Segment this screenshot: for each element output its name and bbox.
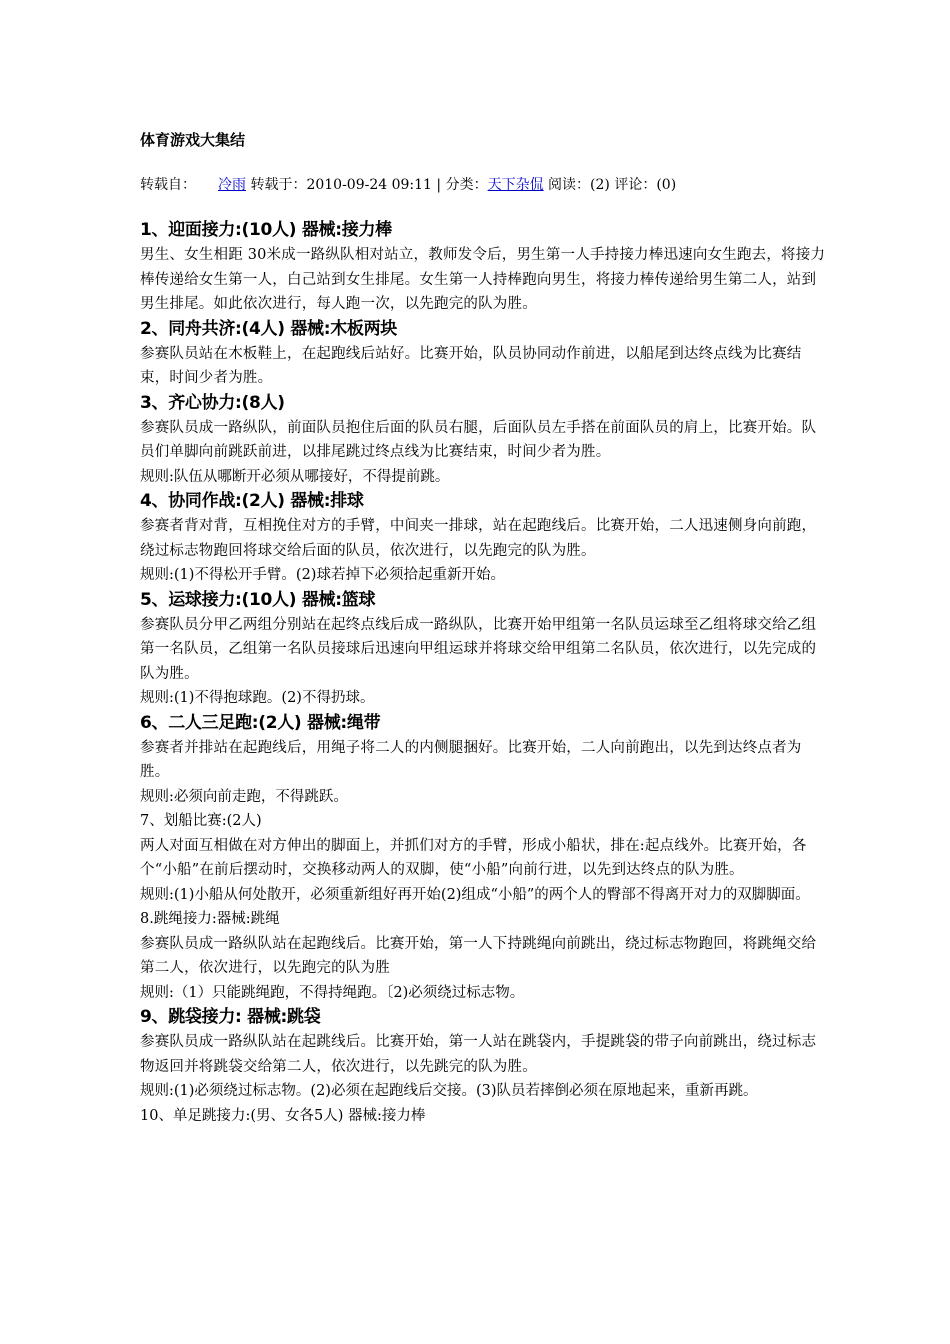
item-heading: 3、齐心协力:(8人) [140, 392, 285, 413]
item-rule: 规则:队伍从哪断开必须从哪接好，不得提前跳。 [140, 468, 450, 485]
item-rule: 规则:(1)不得松开手臂。(2)球若掉下必须拾起重新开始。 [140, 567, 505, 583]
item-heading: 8.跳绳接力:器械:跳绳 [140, 911, 280, 927]
item-heading: 7、划船比赛:(2人) [140, 813, 262, 829]
item-heading: 4、协同作战:(2人) 器械:排球 [140, 491, 364, 511]
item-1 [140, 218, 830, 317]
item-heading: 1、迎面接力:(10人) 器械:接力棒 [140, 220, 392, 240]
category-label: 分类： [445, 177, 488, 193]
item-heading: 2、同舟共济:(4人) 器械:木板两块 [140, 318, 398, 339]
item-description: 参赛队员成一路纵队，前面队员抱住后面的队员右腿，后面队员左手搭在前面队员的肩上，比赛开始。队员们单脚向前跳跃前进，以排尾跳过终点线为比赛结束，时间少者为胜。 [140, 419, 817, 460]
author-link[interactable]: 冷雨 [218, 177, 246, 193]
item-description: 参赛队员站在木板鞋上，在起跑线后站好。比赛开始，队员协同动作前进，以船尾到达终点线为比赛结束，时间少者为胜。 [140, 345, 802, 386]
category-link[interactable]: 天下杂侃 [487, 177, 544, 193]
item-description: 两人对面互相做在对方伸出的脚面上，并抓们对方的手臂，形成小船状，排在:起点线外。比赛开始，各个“小船”在前后摆动时，交换移动两人的双脚，使“小船”向前行进，以先到达终点的队为胜。 [140, 837, 807, 878]
item-heading: 9、跳袋接力: 器械:跳袋 [140, 1007, 321, 1027]
item-rule: 规则:必须向前走跑，不得跳跃。 [140, 788, 348, 805]
item-9 [140, 1005, 830, 1104]
item-heading: 10、单足跳接力:(男、女各5人) 器械:接力棒 [140, 1107, 426, 1124]
item-rule: 规则:（1）只能跳绳跑，不得持绳跑。〔2)必须绕过标志物。 [140, 984, 525, 1001]
item-description: 参赛者背对背，互相挽住对方的手臂，中间夹一排球，站在起跑线后。比赛开始，二人迅速侧身向前跑，绕过标志物跑回将球交给后面的队员，依次进行，以先跑完的队为胜。 [140, 518, 817, 559]
separator: | [436, 177, 442, 193]
item-7 [140, 809, 830, 907]
item-10 [140, 1104, 830, 1129]
meta-line [140, 174, 676, 194]
item-description: 男生、女生相距 30米成一路纵队相对站立，教师发令后，男生第一人手持接力棒迅速向女生跑去，将接力棒传递给女生第一人，白己站到女生排尾。女生第一人持棒跑向男生，将接力棒传递给男生第二人，站到男生排尾。如此依次进行，每人跑一次，以先跑完的队为胜。 [140, 247, 826, 312]
item-description: 参赛队员成一路纵队站在起跑线后。比赛开始，第一人下持跳绳向前跳出，绕过标志物跑回，将跳绳交给第二人，依次进行，以先跑完的队为胜 [140, 935, 817, 976]
from-label: 转载自： [140, 177, 196, 193]
item-description: 参赛队员成一路纵队站在起跳线后。比赛开始，第一人站在跳袋内，手提跳袋的带子向前跳出，绕过标志物返回并将跳袋交给第二人，依次进行，以先跳完的队为胜。 [140, 1034, 817, 1075]
date-label: 转载于：2010-09-24 09:11 [250, 177, 432, 193]
page-title: 体育游戏大集结 [140, 131, 246, 149]
read-comment-stats: 阅读：(2) 评论：(0) [548, 177, 677, 193]
item-rule: 规则:(1)必须绕过标志物。(2)必须在起跑线后交接。(3)队员若摔倒必须在原地起来，重新再跳。 [140, 1083, 758, 1099]
item-8 [140, 907, 830, 1005]
item-rule: 规则:(1)不得抱球跑。(2)不得扔球。 [140, 690, 375, 706]
item-heading: 6、二人三足跑:(2人) 器械:绳带 [140, 712, 381, 733]
item-rule: 规则:(1)小船从何处散开，必须重新组好再开始(2)组成“小船”的两个人的臀部不得离开对力的双脚脚面。 [140, 886, 810, 903]
item-description: 参赛者并排站在起跑线后，用绳子将二人的内侧腿捆好。比赛开始，二人向前跑出，以先到达终点者为胜。 [140, 739, 802, 780]
article-body [140, 218, 830, 1128]
item-5 [140, 588, 830, 711]
item-2 [140, 317, 830, 391]
item-3 [140, 391, 830, 490]
item-6 [140, 711, 830, 810]
item-description: 参赛队员分甲乙两组分别站在起终点线后成一路纵队，比赛开始甲组第一名队员运球至乙组将球交给乙组第一名队员，乙组第一名队员接球后迅速向甲组运球并将球交给甲组第二名队员，依次进行，以先完成的队为胜。 [140, 616, 817, 682]
item-4 [140, 489, 830, 588]
item-heading: 5、运球接力:(10人) 器械:篮球 [140, 589, 376, 610]
